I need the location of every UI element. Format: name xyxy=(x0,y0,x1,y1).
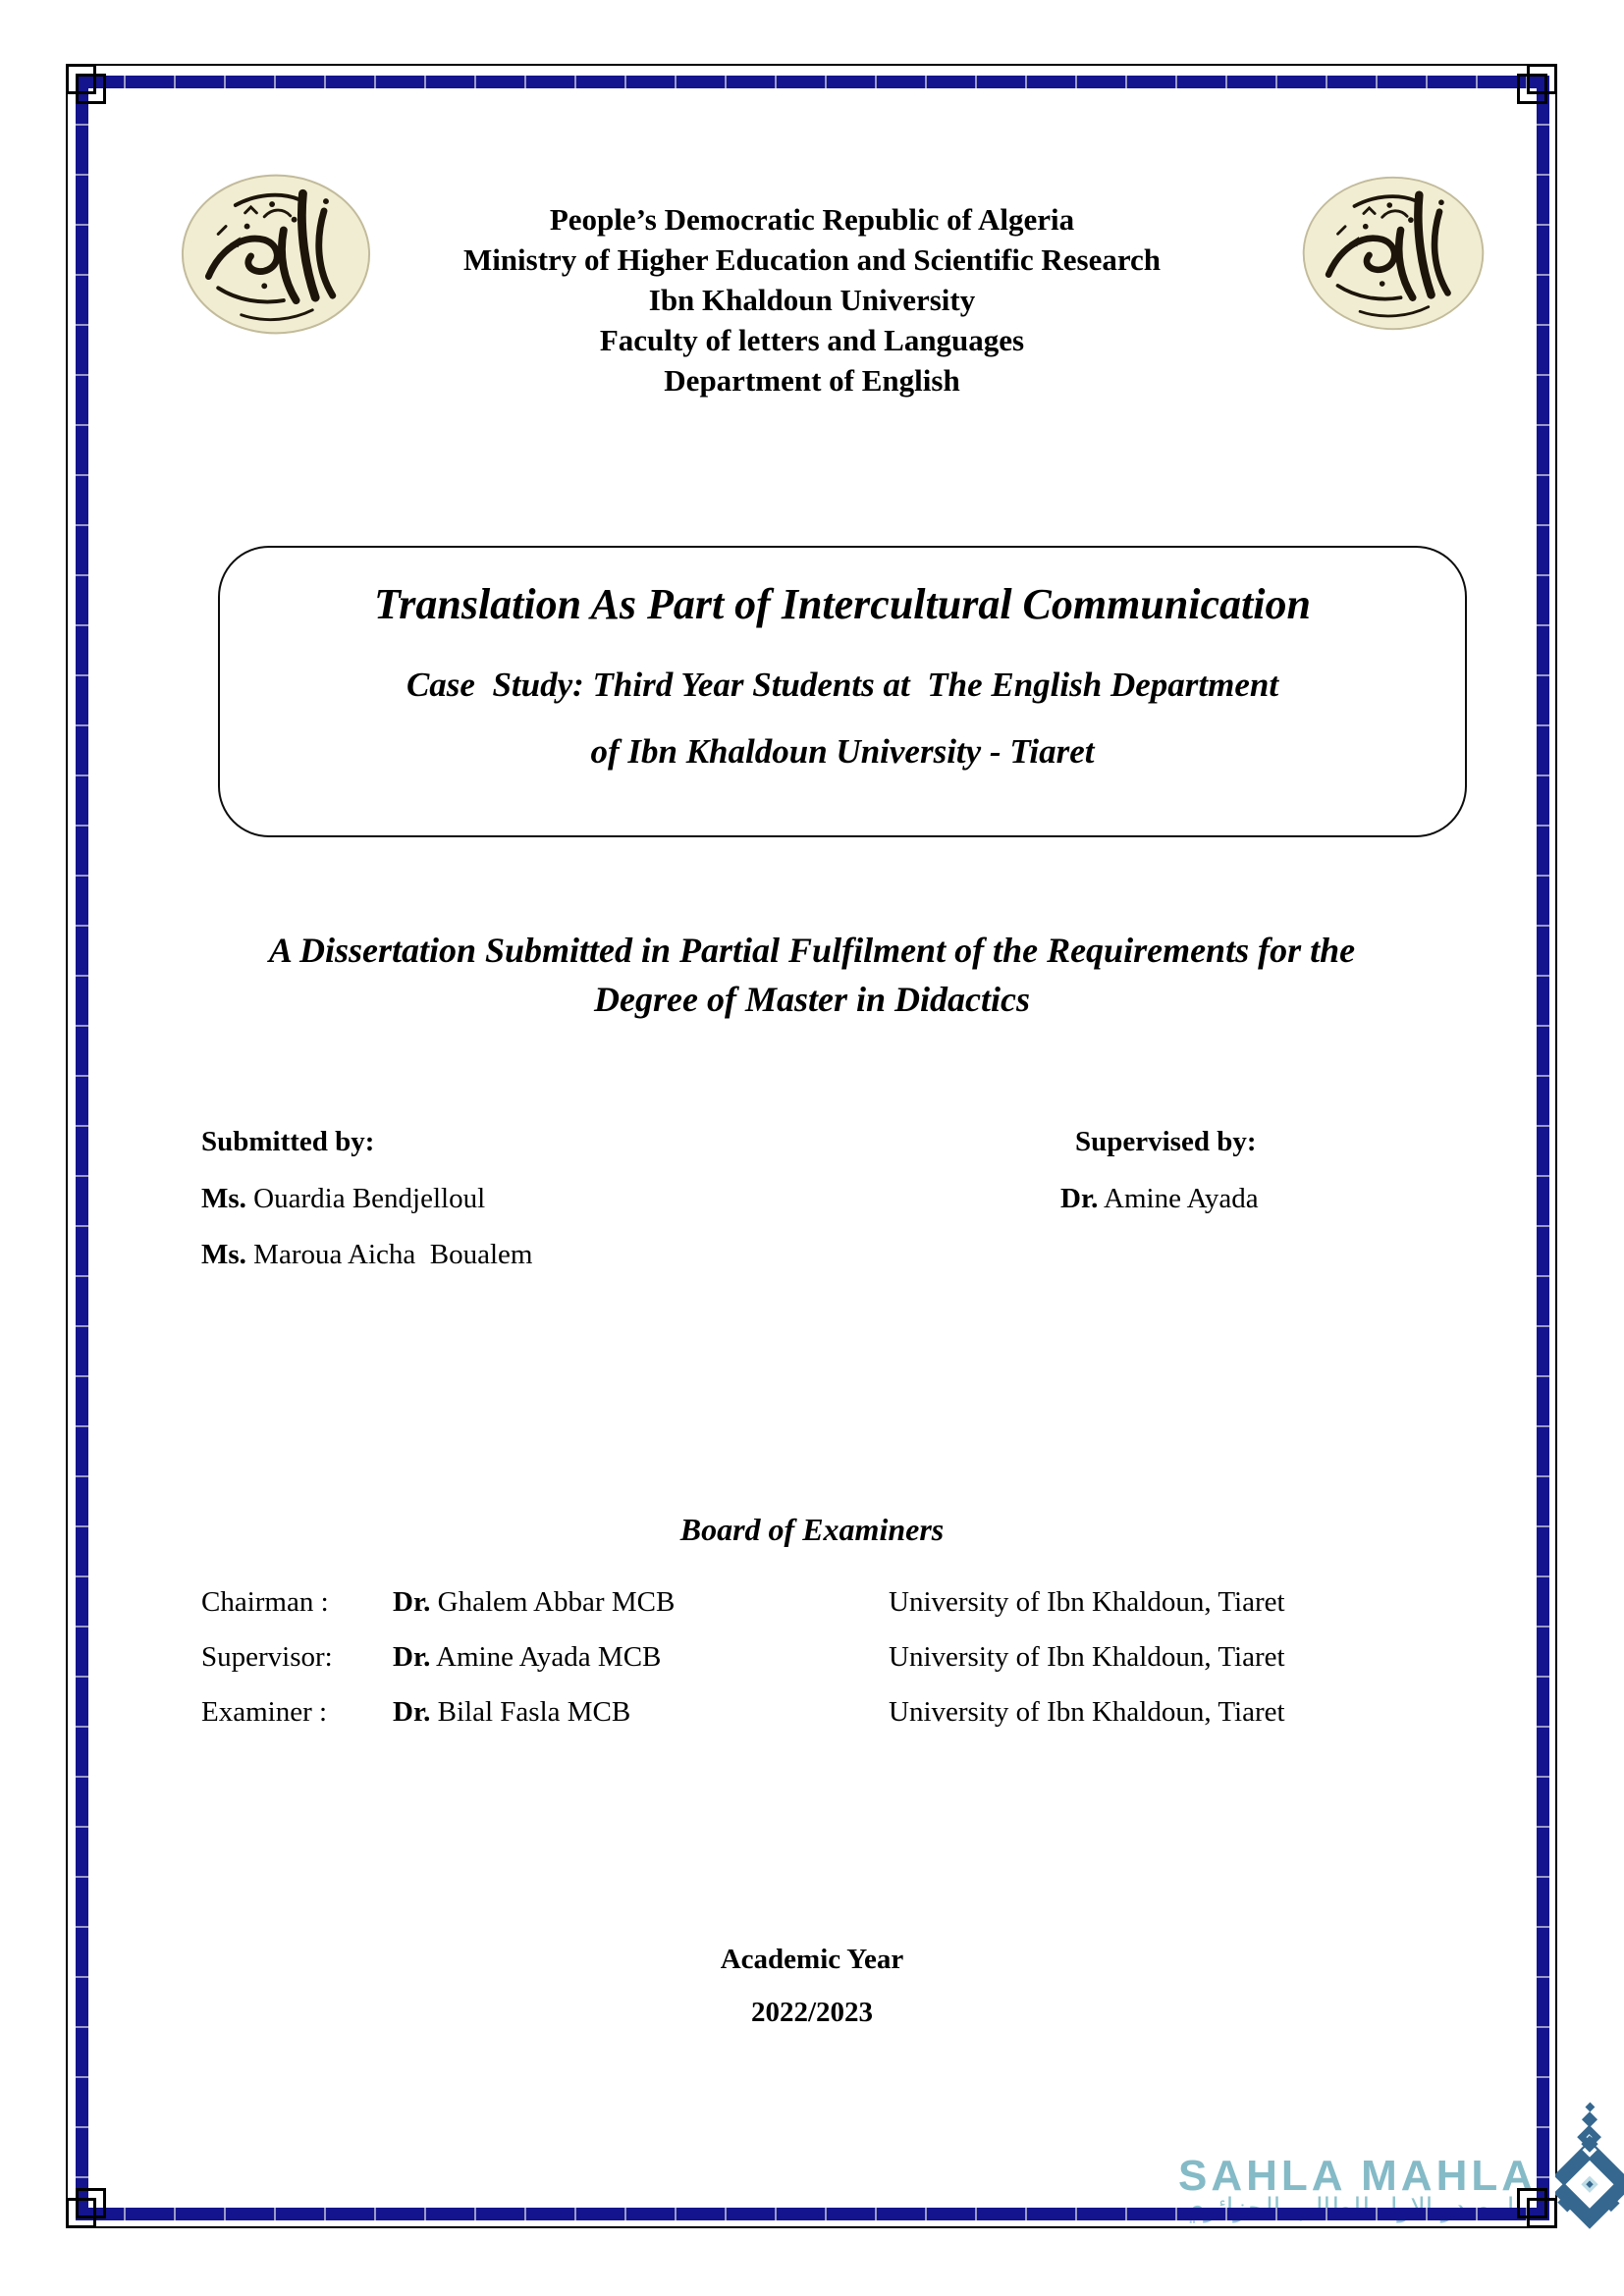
border-corner-square-bottom-right-inner xyxy=(1517,2188,1547,2218)
border-corner-square-top-left-inner xyxy=(76,74,106,104)
name-prefix: Dr. xyxy=(1060,1183,1099,1214)
name-prefix: Dr. xyxy=(393,1641,431,1673)
name-prefix: Ms. xyxy=(201,1239,246,1270)
header-line-ministry: Ministry of Higher Education and Scientific Research xyxy=(462,242,1162,277)
page-border-band-left xyxy=(76,76,88,2220)
page-border-band-top xyxy=(76,76,1549,88)
border-corner-square-top-right-inner xyxy=(1517,74,1547,104)
board-role: Supervisor: xyxy=(201,1641,333,1673)
board-affiliation: University of Ibn Khaldoun, Tiaret xyxy=(889,1641,1285,1673)
title-box xyxy=(218,546,1467,837)
page-border-outline xyxy=(66,64,1557,2228)
header-line-republic: People’s Democratic Republic of Algeria xyxy=(549,202,1075,237)
page-border-band-bottom xyxy=(76,2208,1549,2220)
header-line-department: Department of English xyxy=(664,363,960,398)
board-of-examiners-heading: Board of Examiners xyxy=(679,1512,945,1547)
page-border-band-right xyxy=(1537,76,1549,2220)
university-subtitle: of Ibn Khaldoun University - Tiaret xyxy=(590,732,1095,771)
board-affiliation: University of Ibn Khaldoun, Tiaret xyxy=(889,1586,1285,1618)
name-text: Ghalem Abbar MCB xyxy=(430,1586,676,1618)
name-text: Maroua Aicha Boualem xyxy=(245,1239,533,1270)
dissertation-statement-line2: Degree of Master in Didactics xyxy=(594,980,1030,1019)
dissertation-statement-line1: A Dissertation Submitted in Partial Fulfilment of the Requirements for the xyxy=(268,931,1356,970)
board-role: Examiner : xyxy=(201,1696,328,1728)
university-seal-icon xyxy=(180,172,372,337)
sahla-mahla-watermark-text: SAHLA MAHLA xyxy=(1178,2152,1537,2200)
board-role: Chairman : xyxy=(201,1586,329,1618)
academic-year-value: 2022/2023 xyxy=(750,1997,874,2028)
university-seal-icon xyxy=(1296,175,1490,332)
header-line-faculty: Faculty of letters and Languages xyxy=(599,323,1025,357)
header-line-university: Ibn Khaldoun University xyxy=(648,283,976,317)
name-prefix: Dr. xyxy=(393,1586,431,1618)
board-affiliation: University of Ibn Khaldoun, Tiaret xyxy=(889,1696,1285,1728)
name-text: Amine Ayada xyxy=(1098,1183,1259,1214)
name-text: Bilal Fasla MCB xyxy=(430,1696,631,1728)
dissertation-title: Translation As Part of Intercultural Communication xyxy=(374,580,1311,628)
academic-year-label: Academic Year xyxy=(720,1944,904,1975)
name-text: Amine Ayada MCB xyxy=(430,1641,662,1673)
border-corner-square-bottom-left-inner xyxy=(76,2188,106,2218)
submitted-by-heading: Submitted by: xyxy=(201,1126,375,1157)
name-prefix: Dr. xyxy=(393,1696,431,1728)
supervised-by-heading: Supervised by: xyxy=(1075,1126,1257,1157)
sahla-mahla-logo-icon xyxy=(1555,2097,1624,2234)
case-study-subtitle: Case Study: Third Year Students at The English Department xyxy=(406,666,1279,704)
name-text: Ouardia Bendjelloul xyxy=(245,1183,486,1214)
name-prefix: Ms. xyxy=(201,1183,246,1214)
